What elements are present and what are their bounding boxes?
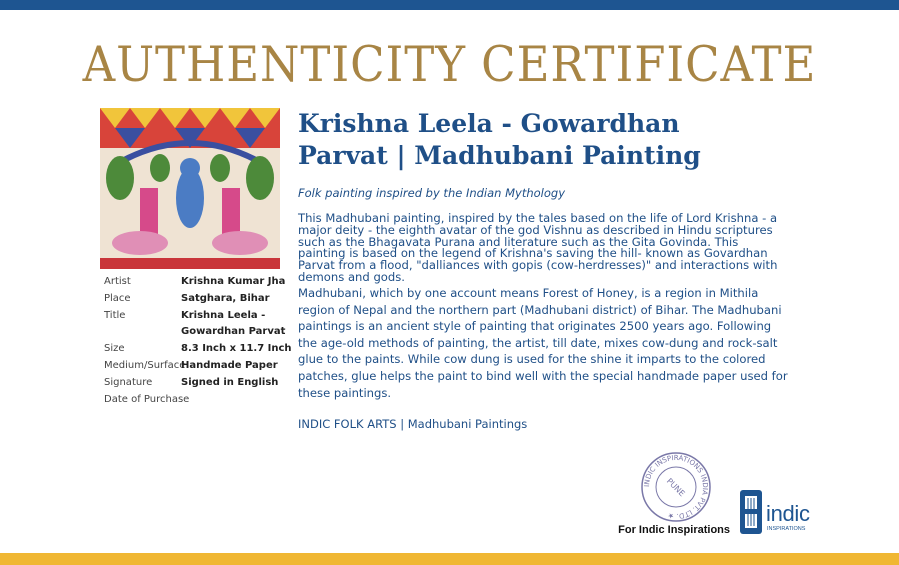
description-paragraph-2: Madhubani, which by one account means Forest of Honey, is a region in Mithila region of Nepal and the northern part (Madhubani district) of Bihar. The Madhubani paintings is an ancient style of painting that originates 2500 years ago. Following the age-old methods of painting, the artist, till date, mixes cow-dung and rock-salt glue to the paints. While cow dung is used for the shine it imparts to the colored patches, glue helps the paint to bind well with the special handmade paper used for these paintings. — [298, 286, 788, 400]
detail-label: Size — [104, 343, 125, 355]
svg-text:PUNE: PUNE — [664, 476, 687, 499]
detail-value: Handmade Paper — [181, 359, 278, 371]
detail-label: Title — [104, 309, 126, 321]
indic-logo — [740, 488, 812, 536]
company-stamp — [640, 451, 712, 523]
artwork-subtitle: Folk painting inspired by the Indian Mythology — [298, 186, 566, 200]
painting-image — [100, 108, 280, 269]
artwork-heading: Krishna Leela - Gowardhan Parvat | Madhubani Painting — [298, 109, 701, 170]
svg-text:INDIC INSPIRATIONS INDIA PVT.: INDIC INSPIRATIONS INDIA PVT. LTD. ★ — [642, 453, 710, 521]
detail-label: Artist — [104, 276, 131, 287]
bottom-border — [0, 553, 899, 565]
detail-value: Satghara, Bihar — [181, 292, 270, 304]
detail-label: Date of Purchase — [104, 393, 190, 405]
brand-line: INDIC FOLK ARTS | Madhubani Paintings — [298, 417, 528, 431]
detail-value: Signed in English — [181, 376, 279, 388]
detail-label: Place — [104, 292, 131, 304]
detail-value: 8.3 Inch x 11.7 Inch — [181, 343, 292, 355]
detail-value: Krishna Leela - Gowardhan Parvat — [181, 309, 286, 338]
detail-value: Krishna Kumar Jha — [181, 276, 286, 287]
detail-label: Medium/Surface — [104, 359, 186, 371]
description-paragraph-1: This Madhubani painting, inspired by the tales based on the life of Lord Krishna - a major deity - the eighth avatar of the god Vishnu as described in Hindu scriptures such as the Bhagavata Purana and literature such as the Gita Govinda. This painting is based on the legend of Krishna's saving the hill- known as Govardhan Parvat from a flood, "dalliances with gopis (cow-herdresses)" and interactions with demons and gods. — [298, 211, 778, 284]
svg-text:indic: indic — [766, 501, 810, 526]
detail-label: Signature — [104, 376, 153, 388]
svg-text:INSPIRATIONS: INSPIRATIONS — [767, 526, 806, 532]
signoff-text: For Indic Inspirations — [618, 524, 730, 536]
certificate-title: AUTHENTICITY CERTIFICATE — [82, 36, 817, 93]
top-border — [0, 0, 899, 10]
